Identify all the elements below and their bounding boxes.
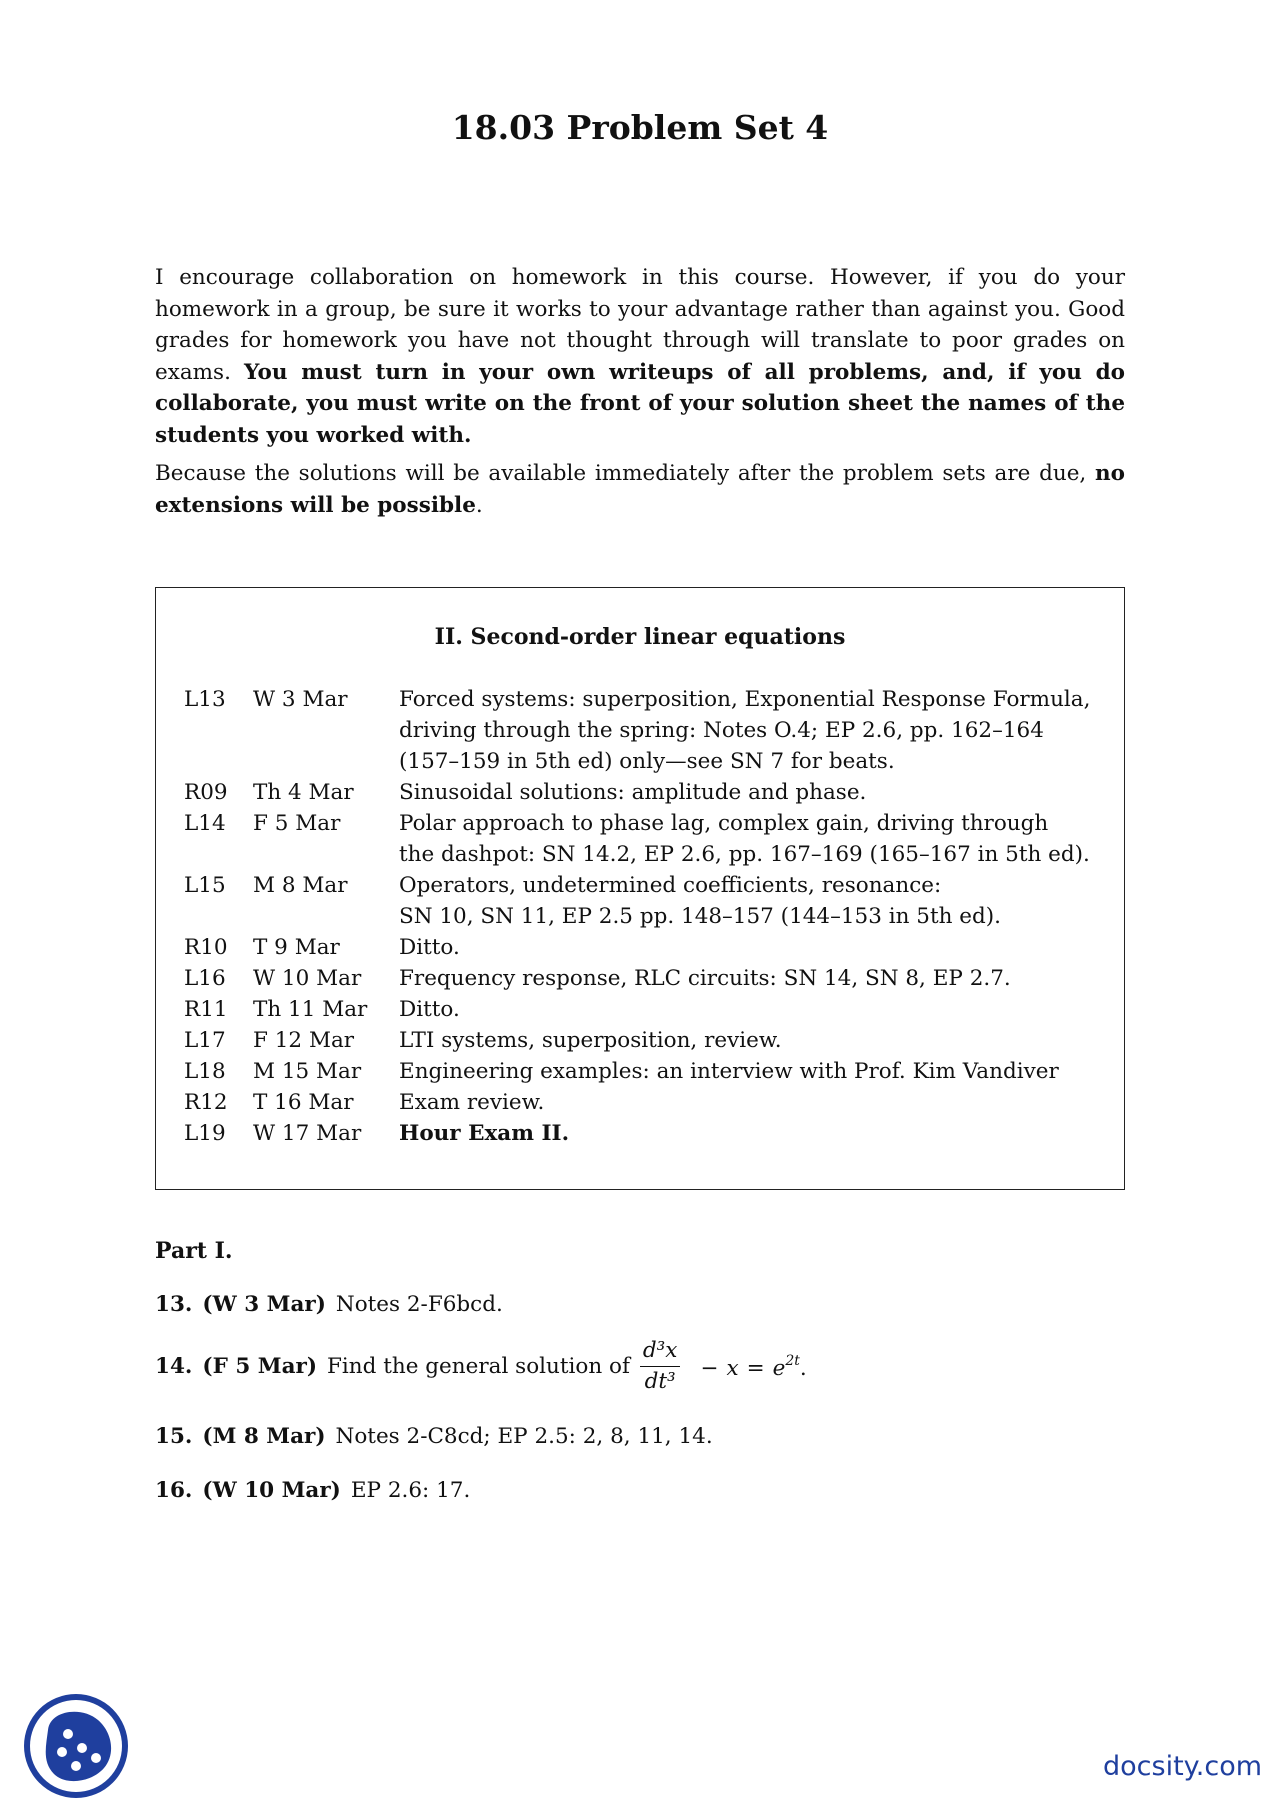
problem-14 (155, 1338, 807, 1395)
lecture-code: L19 (184, 1121, 226, 1146)
lecture-topic (399, 684, 1114, 777)
lecture-date: Th 11 Mar (253, 997, 368, 1022)
fraction-numerator: d³x (640, 1338, 681, 1367)
collaboration-text: I encourage collaboration on homework in this course. However, if you do your homework in a group, be sure it works to your advantage rather than against you. Good grades for homework you have not thought through will translate to poor grades on exams. (155, 265, 1125, 385)
topic-line: Hour Exam II. (399, 1121, 570, 1146)
problem-15 (155, 1424, 713, 1449)
problem-13 (155, 1292, 503, 1317)
lecture-topic (399, 963, 1114, 994)
collaboration-paragraph (155, 262, 1125, 451)
problem-number: 13. (155, 1292, 193, 1317)
docsity-logo-graphic (20, 1690, 132, 1802)
schedule-row (184, 1087, 1114, 1118)
problem-number: 15. (155, 1424, 193, 1449)
lecture-code: R11 (184, 997, 228, 1022)
schedule-row (184, 808, 1114, 870)
topic-line: Ditto. (399, 935, 460, 960)
schedule-row (184, 684, 1114, 777)
topic-line: Engineering examples: an interview with Prof. Kim Vandiver (399, 1059, 1059, 1084)
topic-line: the dashpot: SN 14.2, EP 2.6, pp. 167–169 (165–167 in 5th ed). (399, 842, 1090, 867)
lecture-code: L15 (184, 873, 226, 898)
schedule-row (184, 1025, 1114, 1056)
lecture-date: F 5 Mar (253, 811, 341, 836)
lecture-date: M 15 Mar (253, 1059, 362, 1084)
topic-line: Sinusoidal solutions: amplitude and phase. (399, 780, 867, 805)
lecture-code: L17 (184, 1028, 226, 1053)
docsity-logo-icon[interactable] (20, 1690, 132, 1802)
minus-sign: − (700, 1355, 719, 1381)
problem-text: EP 2.6: 17. (350, 1478, 471, 1503)
extensions-end: . (475, 492, 483, 518)
problem-text: Find the general solution of (327, 1354, 630, 1379)
lecture-topic (399, 1025, 1114, 1056)
extensions-policy: no extensions will be possible (155, 461, 1125, 518)
schedule-row (184, 994, 1114, 1025)
schedule-table (184, 684, 1114, 1149)
topic-line: Frequency response, RLC circuits: SN 14, SN 8, EP 2.7. (399, 966, 1011, 991)
collaboration-requirement: You must turn in your own writeups of all problems, and, if you do collaborate, you must write on the front of your solution sheet the names of the students you worked with. (155, 359, 1125, 448)
derivative-fraction (640, 1338, 681, 1395)
lecture-topic (399, 777, 1114, 808)
topic-line: driving through the spring: Notes O.4; EP 2.6, pp. 162–164 (399, 718, 1044, 743)
topic-line: (157–159 in 5th ed) only—see SN 7 for beats. (399, 749, 895, 774)
lecture-date: M 8 Mar (253, 873, 348, 898)
extensions-paragraph (155, 458, 1125, 521)
equation-rest (692, 1353, 806, 1381)
lecture-code: R12 (184, 1090, 228, 1115)
lecture-topic (399, 808, 1114, 870)
problem-date: (F 5 Mar) (202, 1354, 318, 1379)
problem-number: 14. (155, 1354, 193, 1379)
lecture-date: W 17 Mar (253, 1121, 362, 1146)
schedule-row (184, 1056, 1114, 1087)
topic-line: Exam review. (399, 1090, 545, 1115)
fraction-denominator: dt³ (644, 1369, 676, 1394)
schedule-box (155, 587, 1125, 1190)
lecture-date: W 3 Mar (253, 687, 348, 712)
problem-date: (M 8 Mar) (202, 1424, 326, 1449)
schedule-row (184, 777, 1114, 808)
problem-text: Notes 2-C8cd; EP 2.5: 2, 8, 11, 14. (335, 1424, 713, 1449)
page-title: 18.03 Problem Set 4 (451, 108, 829, 147)
exponent: 2t (785, 1352, 800, 1369)
lecture-topic (399, 994, 1114, 1025)
equation-variable: x (726, 1355, 739, 1381)
lecture-code: R10 (184, 935, 228, 960)
lecture-topic (399, 1087, 1114, 1118)
problem-date: (W 10 Mar) (202, 1478, 341, 1503)
problem-number: 16. (155, 1478, 193, 1503)
lecture-code: L18 (184, 1059, 226, 1084)
topic-line: Ditto. (399, 997, 460, 1022)
lecture-date: T 16 Mar (253, 1090, 354, 1115)
schedule-row (184, 870, 1114, 932)
equals-sign: = (746, 1355, 765, 1381)
schedule-row (184, 1118, 1114, 1149)
lecture-date: Th 4 Mar (253, 780, 354, 805)
lecture-code: L13 (184, 687, 226, 712)
docsity-watermark[interactable]: docsity.com (1103, 1751, 1263, 1782)
lecture-code: L16 (184, 966, 226, 991)
exponential-base: e (772, 1355, 786, 1381)
topic-line: Polar approach to phase lag, complex gain, driving through (399, 811, 1049, 836)
schedule-row (184, 932, 1114, 963)
lecture-code: L14 (184, 811, 226, 836)
equation-period: . (799, 1355, 807, 1381)
lecture-code: R09 (184, 780, 228, 805)
lecture-topic (399, 932, 1114, 963)
part-label: Part I. (155, 1238, 233, 1264)
lecture-topic (399, 1056, 1114, 1087)
topic-line: LTI systems, superposition, review. (399, 1028, 782, 1053)
lecture-topic (399, 1118, 1114, 1149)
topic-line: Forced systems: superposition, Exponential Response Formula, (399, 687, 1091, 712)
problem-date: (W 3 Mar) (202, 1292, 326, 1317)
lecture-date: W 10 Mar (253, 966, 362, 991)
lecture-topic (399, 870, 1114, 932)
extensions-text: Because the solutions will be available immediately after the problem sets are due, (155, 461, 1096, 486)
topic-line: Operators, undetermined coefficients, resonance: (399, 873, 942, 898)
lecture-date: T 9 Mar (253, 935, 340, 960)
problem-16 (155, 1478, 470, 1503)
topic-line: SN 10, SN 11, EP 2.5 pp. 148–157 (144–153 in 5th ed). (399, 904, 1001, 929)
schedule-row (184, 963, 1114, 994)
lecture-date: F 12 Mar (253, 1028, 355, 1053)
schedule-heading: II. Second-order linear equations (434, 624, 846, 650)
problem-text: Notes 2-F6bcd. (335, 1292, 503, 1317)
